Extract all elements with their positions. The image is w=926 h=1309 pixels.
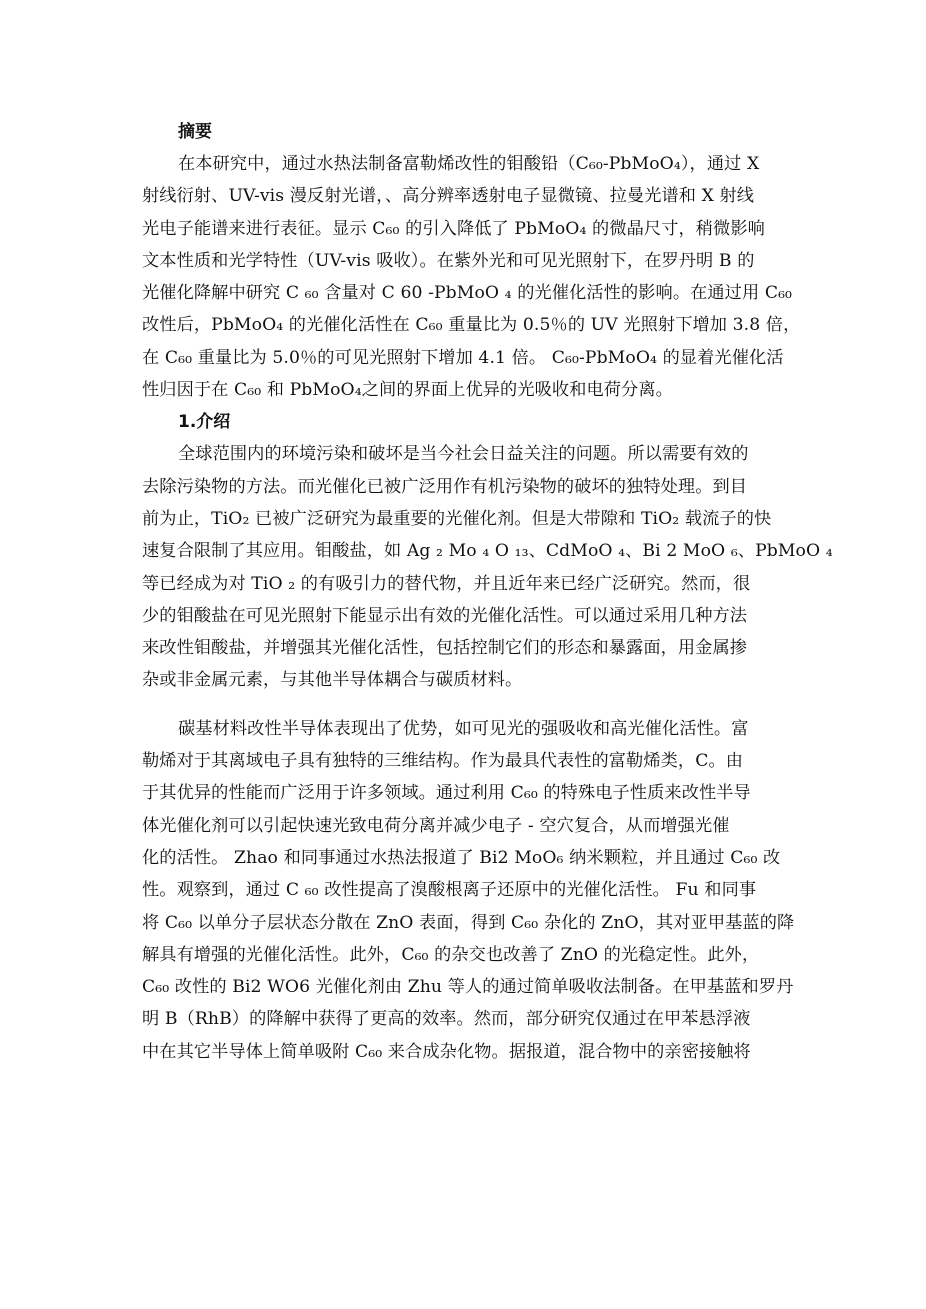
intro-line: C₆₀ 改性的 Bi2 WO6 光催化剂由 Zhu 等人的通过简单吸收法制备。在甲基蓝和罗丹 xyxy=(142,977,794,998)
intro-line: 化的活性。 Zhao 和同事通过水热法报道了 Bi2 MoO₆ 纳米颗粒，并且通过 C₆₀ 改 xyxy=(142,847,781,868)
intro-line: 解具有增强的光催化活性。此外，C₆₀ 的杂交也改善了 ZnO 的光稳定性。此外， xyxy=(142,944,760,965)
abstract-line: 文本性质和光学特性（UV-vis 吸收）。在紫外光和可见光照射下，在罗丹明 B 的 xyxy=(142,250,755,271)
intro-line: 中在其它半导体上简单吸附 C₆₀ 来合成杂化物。据报道，混合物中的亲密接触将 xyxy=(142,1041,751,1062)
abstract-line: 射线衍射、UV-vis 漫反射光谱，、高分辨率透射电子显微镜、拉曼光谱和 X 射线 xyxy=(142,186,755,207)
intro-line: 杂或非金属元素，与其他半导体耦合与碳质材料。 xyxy=(142,670,523,691)
intro-line: 将 C₆₀ 以单分子层状态分散在 ZnO 表面，得到 C₆₀ 杂化的 ZnO，其对亚甲基蓝的降 xyxy=(142,912,795,933)
abstract-line: 在本研究中，通过水热法制备富勒烯改性的钼酸铅（C₆₀-PbMoO₄），通过 X xyxy=(178,154,760,174)
document-page xyxy=(142,116,833,1068)
abstract-line: 性归因于在 C₆₀ 和 PbMoO₄之间的界面上优异的光吸收和电荷分离。 xyxy=(142,380,673,401)
abstract-paragraph xyxy=(142,148,801,406)
intro-line: 去除污染物的方法。而光催化已被广泛用作有机污染物的破坏的独特处理。到目 xyxy=(142,476,748,497)
intro-line: 性。观察到，通过 C ₆₀ 改性提高了溴酸根离子还原中的光催化活性。 Fu 和同事 xyxy=(142,880,757,901)
intro-line: 碳基材料改性半导体表现出了优势，如可见光的强吸收和高光催化活性。富 xyxy=(178,718,749,739)
intro-line: 速复合限制了其应用。钼酸盐，如 Ag ₂ Mo ₄ O ₁₃、CdMoO ₄、Bi 2 MoO ₆、PbMoO ₄ xyxy=(142,541,833,562)
intro-paragraph-1 xyxy=(142,438,833,712)
intro-line: 明 B（RhB）的降解中获得了更高的效率。然而，部分研究仅通过在甲苯悬浮液 xyxy=(142,1009,751,1030)
abstract-line: 光电子能谱来进行表征。显示 C₆₀ 的引入降低了 PbMoO₄ 的微晶尺寸，稍微影响 xyxy=(142,218,765,239)
intro-line: 全球范围内的环境污染和破坏是当今社会日益关注的问题。所以需要有效的 xyxy=(178,444,749,465)
abstract-line: 在 C₆₀ 重量比为 5.0％的可见光照射下增加 4.1 倍。 C₆₀-PbMoO₄ 的显着光催化活 xyxy=(142,347,784,368)
intro-line: 少的钼酸盐在可见光照射下能显示出有效的光催化活性。可以通过采用几种方法 xyxy=(142,605,748,626)
intro-line: 于其优异的性能而广泛用于许多领域。通过利用 C₆₀ 的特殊电子性质来改性半导 xyxy=(142,783,751,804)
intro-heading: 1.介绍 xyxy=(178,412,231,433)
intro-line: 体光催化剂可以引起快速光致电荷分离并减少电子 - 空穴复合，从而增强光催 xyxy=(142,815,730,836)
intro-paragraph-2 xyxy=(142,713,795,1068)
intro-line: 等已经成为对 TiO ₂ 的有吸引力的替代物，并且近年来已经广泛研究。然而，很 xyxy=(142,573,751,594)
paragraph-gap xyxy=(142,697,790,713)
intro-line: 勒烯对于其离域电子具有独特的三维结构。作为最具代表性的富勒烯类，C。由 xyxy=(142,751,744,772)
intro-line: 来改性钼酸盐，并增强其光催化活性，包括控制它们的形态和暴露面，用金属掺 xyxy=(142,638,748,659)
abstract-line: 光催化降解中研究 C ₆₀ 含量对 C 60 -PbMoO ₄ 的光催化活性的影响。在通过用 C₆₀ xyxy=(142,283,793,304)
abstract-heading: 摘要 xyxy=(178,122,212,142)
abstract-line: 改性后，PbMoO₄ 的光催化活性在 C₆₀ 重量比为 0.5％的 UV 光照射下增加 3.8 倍， xyxy=(142,315,801,336)
intro-line: 前为止，TiO₂ 已被广泛研究为最重要的光催化剂。但是大带隙和 TiO₂ 载流子的快 xyxy=(142,508,772,529)
